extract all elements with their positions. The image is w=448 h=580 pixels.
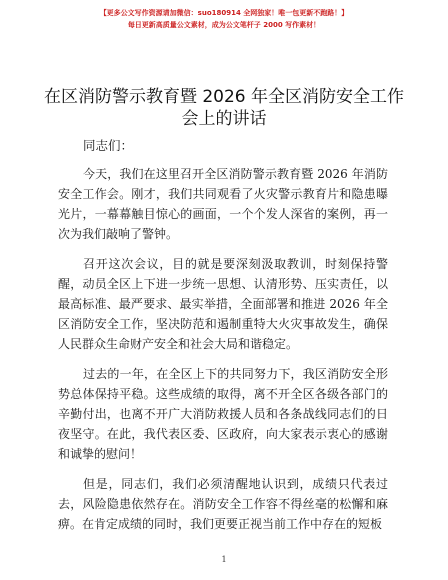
- paragraph-3: 过去的一年，在全区上下的共同努力下，我区消防安全形势总体保持平稳。这些成绩的取得，离不开全区各级各部门的辛勤付出，也离不开广大消防救援人员和各条战线同志们的日夜坚守。在此，我代表区委、区政府，向大家表示衷心的感谢和诚挚的慰问！: [58, 367, 388, 461]
- promo-banner-line-1: 【更多公文写作资源请加微信：suo180914 全网独家！唯一包更新不跑路！】: [99, 9, 349, 17]
- document-title: 在区消防警示教育暨 2026 年全区消防安全工作会上的讲话: [43, 87, 405, 129]
- promo-banner-line-2: 每日更新高质量公文素材，成为公文笔杆子 2000 写作素材！: [127, 21, 321, 29]
- document-body: [58, 136, 388, 534]
- paragraph-2: 召开这次会议，目的就是要深刻汲取教训，时刻保持警醒，动员全区上下进一步统一思想、认清形势、压实责任，以最高标准、最严要求、最实举措，全面部署和推进 2026 年全区消防安全工作，坚决防范和遏制重特大火灾事故发生，确保人民群众生命财产安全和社会大局和谐稳定。: [58, 257, 388, 351]
- greeting: 同志们：: [83, 138, 134, 153]
- paragraph-4: 但是，同志们，我们必须清醒地认识到，成绩只代表过去，风险隐患依然存在。消防安全工作容不得丝毫的松懈和麻痹。在肯定成绩的同时，我们更要正视当前工作中存在的短板: [58, 477, 388, 531]
- page-number: 1: [221, 555, 227, 564]
- paragraph-1: 今天，我们在这里召开全区消防警示教育暨 2026 年消防安全工作会。刚才，我们共同观看了火灾警示教育片和隐患曝光片，一幕幕触目惊心的画面，一个个发人深省的案例，再一次为我们敲响了警钟。: [58, 167, 388, 241]
